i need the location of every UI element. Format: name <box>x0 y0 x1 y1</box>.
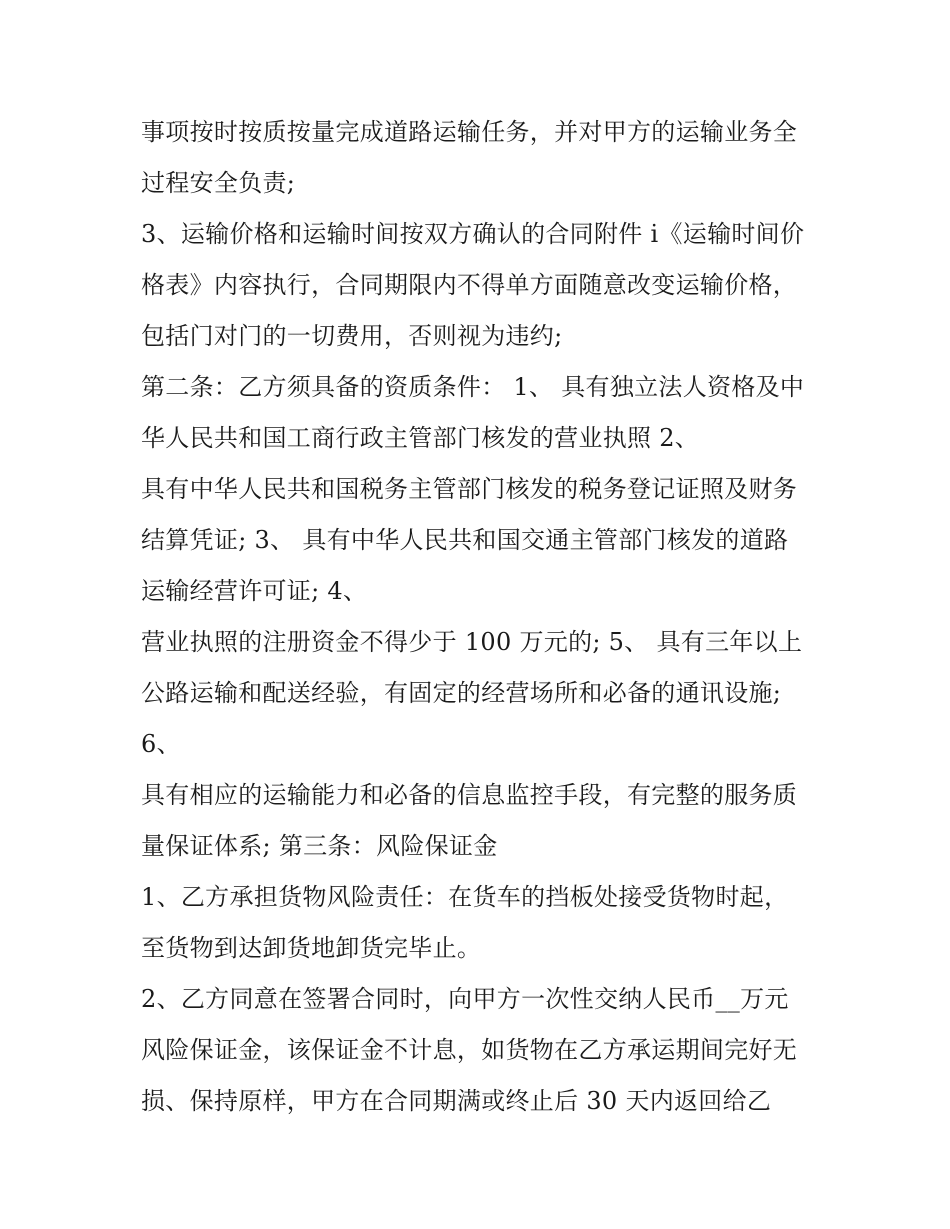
text-line: 风险保证金，该保证金不计息，如货物在乙方承运期间完好无 <box>141 1036 798 1064</box>
text-line: 包括门对门的一切费用，否则视为违约; <box>141 322 563 350</box>
text-line: 结算凭证; 3、 具有中华人民共和国交通主管部门核发的道路 <box>141 526 789 554</box>
text-line: 具有相应的运输能力和必备的信息监控手段，有完整的服务质 <box>141 781 798 809</box>
text-line: 营业执照的注册资金不得少于 100 万元的; 5、 具有三年以上 <box>141 628 803 656</box>
text-line: 格表》内容执行，合同期限内不得单方面随意改变运输价格， <box>141 271 798 299</box>
text-line: 公路运输和配送经验，有固定的经营场所和必备的通讯设施; <box>141 679 782 707</box>
text-line: 1、乙方承担货物风险责任：在货车的挡板处接受货物时起， <box>141 883 789 911</box>
text-line: 损、保持原样，甲方在合同期满或终止后 30 天内返回给乙 <box>141 1087 772 1115</box>
text-line: 运输经营许可证; 4、 <box>141 577 368 605</box>
text-line: 过程安全负责; <box>141 169 296 197</box>
text-line: 量保证体系; 第三条：风险保证金 <box>141 832 498 860</box>
text-line: 事项按时按质按量完成道路运输任务，并对甲方的运输业务全 <box>141 118 798 146</box>
text-line: 6、 <box>141 730 181 758</box>
text-line: 具有中华人民共和国税务主管部门核发的税务登记证照及财务 <box>141 475 798 503</box>
text-line: 华人民共和国工商行政主管部门核发的营业执照 2、 <box>141 424 700 452</box>
text-line: 至货物到达卸货地卸货完毕止。 <box>141 934 482 962</box>
document-body <box>141 107 841 1127</box>
text-line: 3、运输价格和运输时间按双方确认的合同附件 i《运输时间价 <box>141 220 805 248</box>
text-line: 2、乙方同意在签署合同时，向甲方一次性交纳人民币__万元 <box>141 985 789 1013</box>
text-line: 第二条：乙方须具备的资质条件： 1、 具有独立法人资格及中 <box>141 373 805 401</box>
